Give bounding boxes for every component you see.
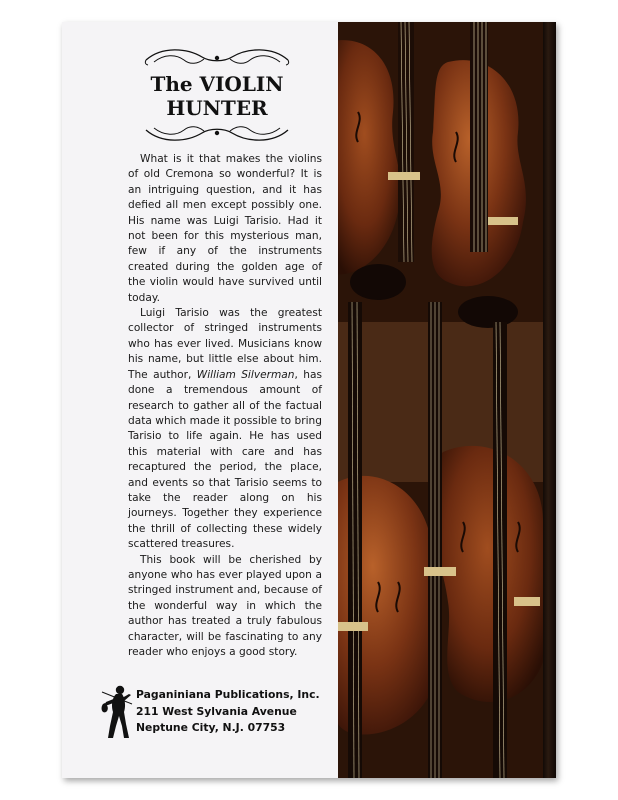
paragraph-2-intro: Luigi Tarisio was the greatest collector of stringed instruments who has ever lived. Musicians know his name, but little else about him. The author, <box>128 307 322 381</box>
publisher-city: Neptune City, N.J. 07753 <box>136 721 286 734</box>
publisher-name: Paganiniana Publications, Inc. <box>136 688 320 701</box>
blurb-paragraph-3: This book will be cherished by anyone who has ever played upon a stringed instrument and, because of the wonderful way in which the author has treated a truly fabulous character, will be fascinating to any reader who enjoys a good story. <box>128 553 322 658</box>
text-panel <box>62 22 339 778</box>
publisher-street: 211 West Sylvania Avenue <box>136 704 297 718</box>
flourish-top-icon <box>142 44 292 70</box>
violinist-logo-icon <box>100 682 134 740</box>
paragraph-2-rest: , has done a tremendous amount of research to gather all of the factual data which made it possible to bring Tarisio to life again. He has used this material with care and has recaptured the period, the place, and events so that Tarisio seems to take the reader along on his journeys. Together they experience the thrill of collecting these widely scattered treasures. <box>128 368 322 551</box>
book-spine <box>543 22 556 778</box>
blurb-paragraph-1: What is it that makes the violins of old Cremona so wonderful? It is an intriguing question, and it has defied all men except possibly one. His name was Luigi Tarisio. Had it not been for this mysterious man, few if any of the instruments created during the golden age of the violin would have survived until today. <box>128 153 322 304</box>
blurb-text <box>128 152 322 660</box>
book-title <box>122 72 312 120</box>
violin-photo <box>338 22 543 778</box>
author-name: William Silverman <box>196 368 295 381</box>
book-back-cover <box>62 22 556 778</box>
title-line-2: HUNTER <box>166 96 268 120</box>
flourish-bottom-icon <box>142 120 292 146</box>
blurb-paragraph-2 <box>128 306 322 553</box>
publisher-info <box>136 687 336 737</box>
violins-image <box>338 22 543 778</box>
title-line-1: The VIOLIN <box>150 72 284 96</box>
